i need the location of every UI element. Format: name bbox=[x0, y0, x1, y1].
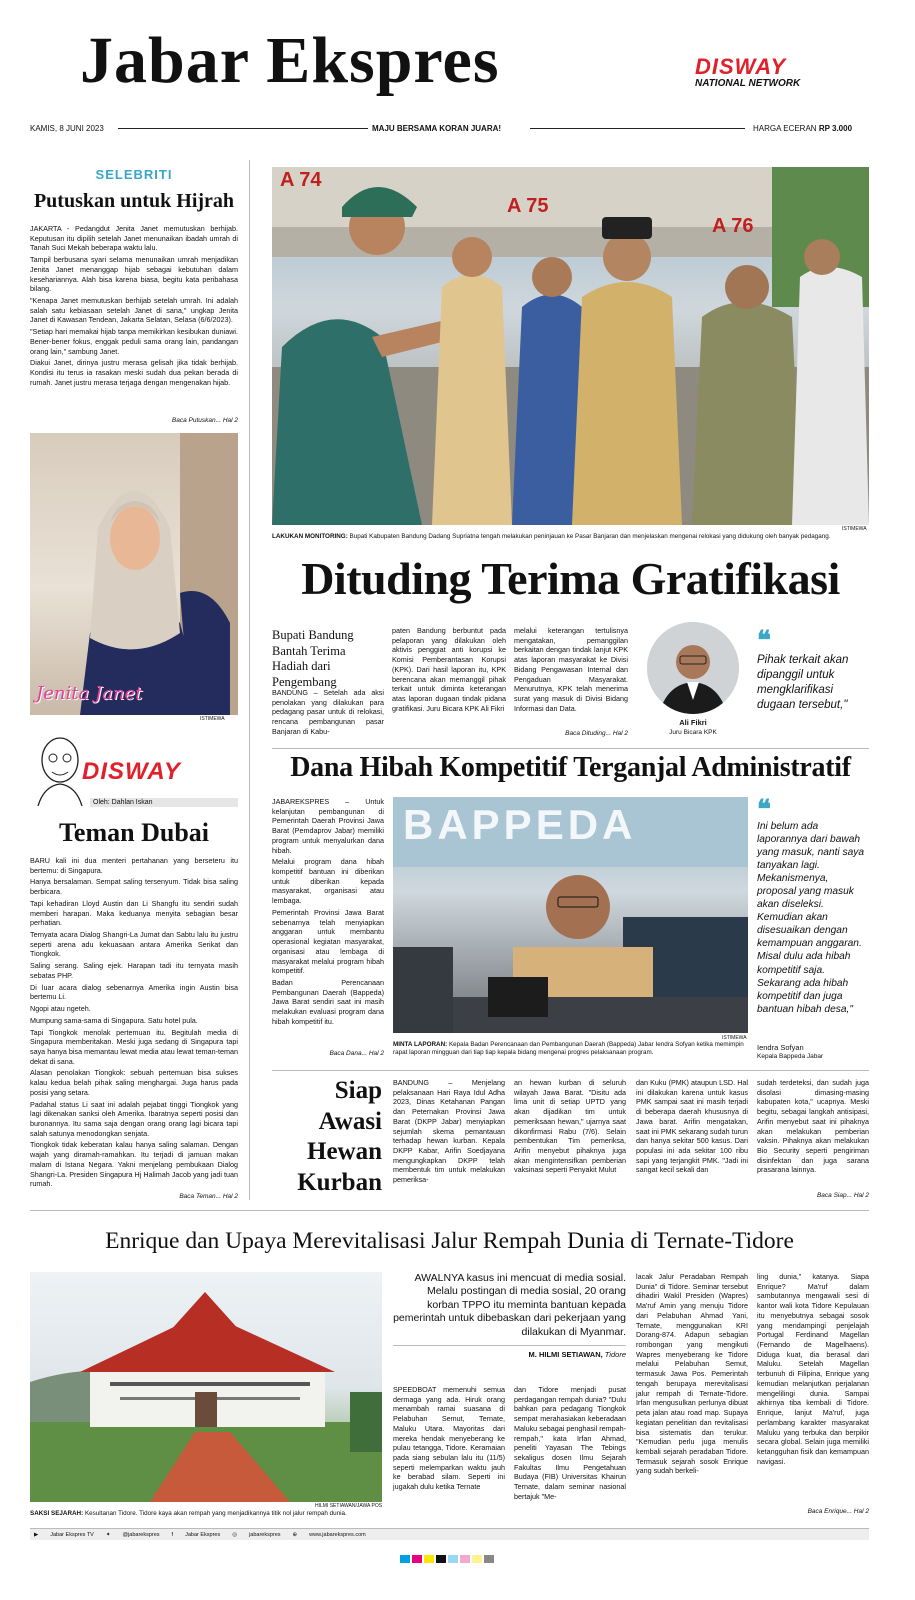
quote-portrait bbox=[647, 622, 739, 714]
price-label: HARGA ECERAN bbox=[753, 124, 817, 133]
main-photo bbox=[272, 167, 869, 525]
enrique-more-link[interactable]: Baca Enrique... Hal 2 bbox=[807, 1508, 869, 1515]
cmyk-swatch bbox=[400, 1555, 410, 1563]
disway-logo: DISWAY bbox=[695, 54, 787, 79]
footer-item-3[interactable]: Jabar Ekspres bbox=[185, 1531, 221, 1538]
selebriti-photo-name: Jenita Janet bbox=[36, 683, 143, 704]
disway-body-paragraph: Saling serang. Saling ejek. Harapan tadi itu ternyata masih sebatas PHP. bbox=[30, 961, 238, 980]
hibah-caption-label: MINTA LAPORAN: bbox=[393, 1041, 448, 1048]
hibah-caption-text: Kepala Badan Perencanaan dan Pembangunan Daerah (Bappeda) Jabar Iendra Sofyan ketika memimpin rapat laporan mingguan dari tiap tiap kepala bidang mengenai progres pelaksanaan program. bbox=[393, 1041, 744, 1057]
footer-facebook-icon: f bbox=[171, 1531, 174, 1538]
enrique-photo-credit: HILMI SETIAWAN/JAWA POS bbox=[315, 1503, 383, 1509]
hibah-more-link[interactable]: Baca Dana... Hal 2 bbox=[329, 1050, 384, 1057]
cmyk-swatch bbox=[460, 1555, 470, 1563]
main-subhead: Bupati Bandung Bantah Terima Hadiah dari Pengembang bbox=[272, 628, 354, 689]
quote-role: Juru Bicara KPK bbox=[669, 729, 717, 736]
footer-instagram-icon: ◎ bbox=[232, 1531, 238, 1538]
celebrity-portrait bbox=[30, 433, 238, 715]
selebriti-body-paragraph: "Setiap hari memakai hijab tanpa memikirkan kesibukan duniawi. Bener-bener fokus, enggak peduli sama orang lain, pandangan orang lain," sambung Janet. bbox=[30, 327, 238, 356]
main-col-3: melalui keterangan tertulisnya mengatakan, pemanggilan berkaitan dengan tindak lanjut KPK atas laporan masyarakat ke Divisi Bidang Pengawasan Internal dan Pengaduan Masyarakat. Menurutnya, KPK telah menerima surat yang masuk di Divisi Bidang Informasi dan Data. bbox=[514, 626, 628, 713]
footer-tv-icon: ▶ bbox=[34, 1531, 39, 1538]
disway-network: NATIONAL NETWORK bbox=[695, 78, 801, 89]
main-photo-caption bbox=[272, 533, 869, 541]
selebriti-body-paragraph: Diakui Janet, dirinya justru merasa gelisah jika tidak berhijab. Kondisi itu terus ia rasakan meski sudah dua pekan berada di rumah. Janet justru merasa terjaga dengan mengenakan hijab. bbox=[30, 358, 238, 387]
selebriti-headline: Putuskan untuk Hijrah bbox=[33, 190, 235, 212]
cmyk-swatch bbox=[412, 1555, 422, 1563]
cmyk-swatch bbox=[424, 1555, 434, 1563]
main-col-1: BANDUNG – Setelah ada aksi penolakan yang dilakukan para pedagang pasar untuk di relokasi, rencana pembangunan pasar Banjaran di Kabu- bbox=[272, 688, 384, 736]
disway-body-paragraph: Alasan penolakan Tiongkok: sebuah pertemuan bisa sukses kalau kedua belah pihak saling menghargai. Juga harus pada posisi yang setara. bbox=[30, 1068, 238, 1097]
disway-author-sketch bbox=[30, 728, 90, 806]
enrique-col-4: ling dunia," katanya. Siapa Enrique? Ma'ruf dalam sambutannya mengawali sesi di kantor wali kota Tidore Kepulauan itu menyebutnya sebagai sosok yang mendampingi penjelajah Portugal Ferdinand Magellan (Fernando de Magelhaens). Diduga kuat, dia berasal dari Maluku. Setelah Magellan terbunuh di Filipina, Enrique yang kemudian melanjutkan perjalanan mengelilingi dunia. Sampai akhirnya tiba kembali di Tidore. Enrique, lanjut Ma'ruf, juga perlambang karakter masyarakat Maluku yang terbuka dan berpikir secara global. Selain juga memiliki ketangguhan fisik dan kemampuan navigasi. bbox=[757, 1272, 869, 1466]
tidore-sultanate-palace bbox=[30, 1272, 382, 1502]
disway-brand bbox=[695, 56, 800, 89]
masthead-price bbox=[753, 124, 852, 133]
enrique-headline: Enrique dan Upaya Merevitalisasi Jalur Rempah Dunia di Ternate-Tidore bbox=[105, 1228, 794, 1254]
hibah-quote-role: Kepala Bappeda Jabar bbox=[757, 1053, 824, 1060]
hibah-body-paragraph: Badan Perencanaan Pembangunan Daerah (Bappeda) Jawa Barat sendiri saat ini masih melakukan evaluasi program dana hibah kompetitif itu. bbox=[272, 977, 384, 1026]
kurban-headline-line-4: Kurban bbox=[297, 1168, 382, 1196]
disway-more-link[interactable]: Baca Teman... Hal 2 bbox=[179, 1193, 238, 1200]
disway-body-paragraph: BARU kali ini dua menteri pertahanan yang berseteru itu bertemu: di Singapura. bbox=[30, 856, 238, 875]
main-caption-text: Bupati Kabupaten Bandung Dadang Supriatna tengah melakukan peninjauan ke Pasar Banjaran dan menjelaskan mengenai relokasi yang didukung oleh banyak pedagang. bbox=[349, 533, 831, 540]
disway-body-paragraph: Padahal status Li saat ini adalah pejabat tinggi Tiongkok yang lagi dikenakan sanksi oleh Amerika. Ibaratnya seperti posisi dan buronannya. Itu sama saja dengan orang orang lagi bicara tapi salah satunya menodongkan senjata. bbox=[30, 1099, 238, 1138]
main-caption-label: LAKUKAN MONITORING: bbox=[272, 533, 348, 540]
main-headline: Dituding Terima Gratifikasi bbox=[301, 553, 840, 604]
kurban-headline-line-3: Hewan bbox=[307, 1138, 382, 1165]
disway-byline: Oleh: Dahlan Iskan bbox=[90, 798, 238, 807]
selebriti-body-paragraph: Tampil berbusana syari selama menunaikan umrah menjadikan Jenita Janet menanggap hijab sebagai kebutuhan dalam kesehariannya. Alah bisa karena biasa, begitu kata peribahasa bilang. bbox=[30, 255, 238, 294]
enrique-lead: AWALNYA kasus ini mencuat di media sosial. Melalu postingan di media sosial, 20 orang korban TPPO itu meminta bantuan kepada pemerintah untuk dibebaskan dari pekerjaan yang dilakukan di Myanmar. bbox=[393, 1272, 626, 1338]
enrique-caption-label: SAKSI SEJARAH: bbox=[30, 1510, 84, 1517]
selebriti-body bbox=[30, 224, 238, 412]
kurban-headline-line-2: Awasi bbox=[318, 1107, 382, 1135]
kurban-col-2: an hewan kurban di seluruh wilayah Jawa Barat. "Disitu ada lima unit di setiap UPTD yang akan dijadikan tim untuk pemeriksaan hewan," ujarnya saat dikonfirmasi Rabu (7/6). Selain pembentukan Tim pemeriksa, Arifin menyebut pihaknya juga akan mengintensifkan pemberian vaksinasi seperti Penyakit Mulut bbox=[514, 1078, 626, 1175]
hibah-photo-credit: ISTIMEWA bbox=[722, 1035, 747, 1041]
photo-sign-3: A 76 bbox=[712, 215, 754, 237]
disway-headline: Teman Dubai bbox=[58, 818, 210, 847]
enrique-photo bbox=[30, 1272, 382, 1502]
enrique-col-2: dan Tidore menjadi pusat perdagangan rempah dunia? "Dulu bahkan para pedagang Tiongkok sempat merahasiakan keberadaan Maluku sebagai penghasil rempah-rempah," kata Irfan Ahmad, peneliti Yayasan The Tebings sekaligus dosen Ilmu Sejarah Fakultas Ilmu Pengetahuan Budaya (FIB) Universitas Khairun Ternate, dalam seminar nasional bertajuk "Me- bbox=[514, 1385, 626, 1501]
photo-sign-1: A 74 bbox=[280, 169, 322, 191]
hibah-quote-mark-icon: ❝ bbox=[757, 795, 771, 824]
selebriti-body-paragraph: "Kenapa Janet memutuskan berhijab setelah umrah. Ini adalah salah satu kebiasaan setelah Janet di sana," ungkap Jenita Janet di Kawasan Tendean, Jakarta Selatan, Selasa (6/6/2023). bbox=[30, 296, 238, 325]
market-monitoring-scene bbox=[272, 167, 869, 525]
kurban-more-link[interactable]: Baca Siap... Hal 2 bbox=[816, 1192, 869, 1199]
selebriti-body-paragraph: JAKARTA - Pedangdut Jenita Janet memutuskan berhijab. Keputusan itu dipilih setelah Janet menunaikan ibadah umrah di Tanah Suci Mekah beberapa waktu lalu. bbox=[30, 224, 238, 253]
disway-body-paragraph: Hanya bersalaman. Sempat saling tersenyum. Tidak bisa saling berbicara. bbox=[30, 877, 238, 897]
quote-name: Ali Fikri bbox=[679, 718, 707, 727]
hibah-photo bbox=[393, 797, 748, 1033]
hibah-headline: Dana Hibah Kompetitif Terganjal Administratif bbox=[290, 752, 851, 783]
enrique-caption-text: Kesultanan Tidore. Tidore kaya akan rempah yang menjadikannya titik nol jalur rempah dunia. bbox=[84, 1510, 347, 1517]
price-value: RP 3.000 bbox=[818, 124, 853, 133]
selebriti-photo bbox=[30, 433, 238, 715]
enrique-byline-place: Tidore bbox=[604, 1350, 626, 1359]
quote-mark-icon: ❝ bbox=[757, 626, 771, 655]
hibah-body-paragraph: Pemerintah Provinsi Jawa Barat sebenarnya telah menyiapkan anggaran untuk membantu operasional kegiatan masyarakat, organisasi atau lembaga di masyarakat melalui program hibah kompetitif. bbox=[272, 907, 384, 976]
kurban-headline bbox=[272, 1076, 382, 1198]
disway-body-paragraph: Di luar acara dialog sebenarnya Amerika ingin Austin bisa bertemu Li. bbox=[30, 982, 238, 1002]
disway-body-paragraph: Tapi kehadiran Lloyd Austin dan Li Shangfu itu sendiri sudah memberi harapan. Maka keduanya menyita sebagian besar perhatian. bbox=[30, 898, 238, 928]
main-quote: Pihak terkait akan dipanggil untuk mengklarifikasi dugaan tersebut," bbox=[757, 654, 849, 711]
masthead-title: Jabar Ekspres bbox=[80, 24, 500, 97]
disway-body-paragraph: Tapi Tiongkok menolak pertemuan itu. Begitulah media di Singapura memberitakan. Meski juga sedang di Singapura tapi saya hanya bisa memantau lewat media atau lewat teman-teman dekat di sana. bbox=[30, 1027, 238, 1066]
disway-body-paragraph: Mumpung sama-sama di Singapura. Satu hotel pula. bbox=[30, 1015, 198, 1025]
hibah-photo-caption bbox=[393, 1041, 748, 1057]
footer-web-icon: ⊕ bbox=[292, 1531, 298, 1538]
cmyk-swatch bbox=[436, 1555, 446, 1563]
hibah-photo-sign: BAPPEDA bbox=[403, 801, 637, 848]
kurban-col-1: BANDUNG – Menjelang pelaksanaan Hari Raya Idul Adha 2023, Dinas Ketahanan Pangan dan Peternakan Provinsi Jawa Barat (DKPP Jabar) menyiapkan sejumlah skema pemantauan terhadap hewan kurban. Kepala DKPP Kabar, Arifin Soedjayana mengungkapkan DKPP telah membentuk tim untuk melakukan pemeriksa- bbox=[393, 1078, 505, 1185]
hibah-body bbox=[272, 797, 384, 1042]
footer-item-4[interactable]: jabarekspres bbox=[249, 1531, 281, 1538]
photo-sign-2: A 75 bbox=[507, 195, 549, 217]
footer-bar bbox=[30, 1528, 869, 1540]
enrique-photo-caption bbox=[30, 1510, 382, 1518]
disway-column-logo: DISWAY bbox=[82, 758, 181, 785]
kurban-headline-line-1: Siap bbox=[334, 1077, 382, 1104]
enrique-col-1: SPEEDBOAT memenuhi semua dermaga yang ada. Hiruk orang menambah ramai suasana di Pelabuhan Semut, Ternate, Maluku Utara. Mayoritas dari mereka hendak menyeberang ke pulau tetangga, Tidore. Keramaian pada siang sebulan lalu itu (11/5) seperti melemparkan waktu jauh ke berabad silam. Seperti ini jugakah dulu ketika Ternate bbox=[393, 1385, 505, 1492]
cmyk-swatch bbox=[448, 1555, 458, 1563]
selebriti-kicker: SELEBRITI bbox=[95, 167, 173, 182]
footer-item-2[interactable]: @jabarekspres bbox=[122, 1531, 160, 1538]
disway-body-paragraph: Ternyata acara Dialog Shangri-La Jumat dan Sabtu lalu itu justru seperti arena adu kekuasaan antara Amerika Serikat dan Tiongkok. bbox=[30, 930, 238, 959]
main-more-link[interactable]: Baca Dituding... Hal 2 bbox=[565, 730, 628, 737]
cmyk-color-bar bbox=[400, 1555, 494, 1563]
disway-body-paragraph: Ngopi atau ngeteh. bbox=[30, 1004, 91, 1014]
masthead-date: KAMIS, 8 JUNI 2023 bbox=[30, 124, 104, 133]
enrique-byline-name: M. HILMI SETIAWAN, bbox=[528, 1350, 603, 1359]
footer-item-5[interactable]: www.jabarekspres.com bbox=[309, 1531, 366, 1538]
selebriti-photo-credit: ISTIMEWA bbox=[200, 716, 225, 722]
hibah-quote: Ini belum ada laporannya dari bawah yang masuk, nanti saya tanyakan lagi. Mekanismenya, proposal yang masuk akan diseleksi. Kemudian akan disesuaikan dengan kemampuan anggaran. Misal dulu ada hibah kompetitif saja. Sekarang ada hibah kompetitif dan juga bantuan hibah desa," bbox=[757, 821, 865, 1015]
hibah-body-paragraph: Melalui program dana hibah kompetitif bantuan ini diberikan untuk diberikan kepada masyarakat, organisasi atau lembaga. bbox=[272, 857, 384, 906]
cmyk-swatch bbox=[484, 1555, 494, 1563]
cmyk-swatch bbox=[472, 1555, 482, 1563]
hibah-quote-name: Iendra Sofyan bbox=[757, 1043, 804, 1052]
disway-body-paragraph: Tiongkok tidak keberatan kalau hanya saling salaman. Dengan wajah yang diramah-ramahkan. Itu terjadi di jamuan makan malam di Istana Negara. Yakni menjelang pembukaan Dialog Shangri-La. Presiden Singapura Hj Halimah Jacob yang jadi tuan rumah. bbox=[30, 1140, 238, 1189]
disway-body bbox=[30, 856, 238, 1192]
masthead-slogan: MAJU BERSAMA KORAN JUARA! bbox=[372, 124, 502, 133]
kurban-col-4: sudah terdeteksi, dan sudah juga disolasi dimasing-masing kabupaten kota," ucapnya. Meski begitu, sebagai langkah antisipasi, Arifin menyebut saat ini pihaknya akan melakukan pemberian vaksin. Pihaknya akan melakukan Bio Security seperti pengiriman disinfektan dan juga sarana prasarana lainnya. bbox=[757, 1078, 869, 1175]
enrique-byline bbox=[393, 1350, 626, 1359]
main-photo-credit: ISTIMEWA bbox=[842, 526, 867, 532]
footer-twitter-icon: ✦ bbox=[105, 1531, 111, 1538]
main-col-2: paten Bandung berbuntut pada pelaporan yang dilakukan oleh aktivis penggiat anti korupsi ke Komisi Pemberantasan Korupsi (KPK). Dari hasil laporan itu, KPK berencana akan memanggil pihak terkait untuk diminta keterangan atas laporan dugaan tindak pidana gratifikasi. Juru Bicara KPK Ali Fikri bbox=[392, 626, 506, 713]
enrique-col-3: lacak Jalur Peradaban Rempah Dunia" di Tidore. Seminar tersebut dihadiri Wakil Presiden (Wapres) Ma'ruf Amin yang menuju Tidore dari Pelabuhan Ahmad Yani, Ternate, menggunakan KRI Dorang-874. Adapun sebagian rombongan yang mengikuti Wapres menyeberang ke Tidore melalui Pelabuhan Semut, termasuk Jawa Pos. Pemerintah tengah berupaya merevitalisasi jalur rempah di Ternate-Tidore. Irfan mengusulkan perlunya dibuat peta jalan atau road map. Supaya kegiatan penelitian dan revitalisasi bisa sistematis dan terukur. "Kemudian perlu juga menulis kembali sejarah peradaban Tidore. Termasuk sejarah sosok Enrique yang sudah berkeli- bbox=[636, 1272, 748, 1476]
kurban-col-3: dan Kuku (PMK) ataupun LSD. Hal ini dilakukan karena untuk kasus PMK sampai saat ini masih terjadi di beberapa daerah khususnya di Jawa barat. Arifin mengatakan, saat ini PMK sekarang sudah turun dan hanya sekitar 500 kasus. Dari populasi ini ada sekitar 100 ribu sapi yang terjangkit PMK. "Jadi ini sangat kecil sekali dan bbox=[636, 1078, 748, 1175]
selebriti-more-link[interactable]: Baca Putuskan... Hal 2 bbox=[171, 417, 238, 424]
footer-item-1[interactable]: Jabar Ekspres TV bbox=[50, 1531, 94, 1538]
hibah-body-paragraph: JABAREKSPRES – Untuk kelanjutan pembangunan di Pemerintah Daerah Provinsi Jawa Barat (Pemdaprov Jabar) memiliki program untuk menyalurkan dana hibah. bbox=[272, 797, 384, 855]
